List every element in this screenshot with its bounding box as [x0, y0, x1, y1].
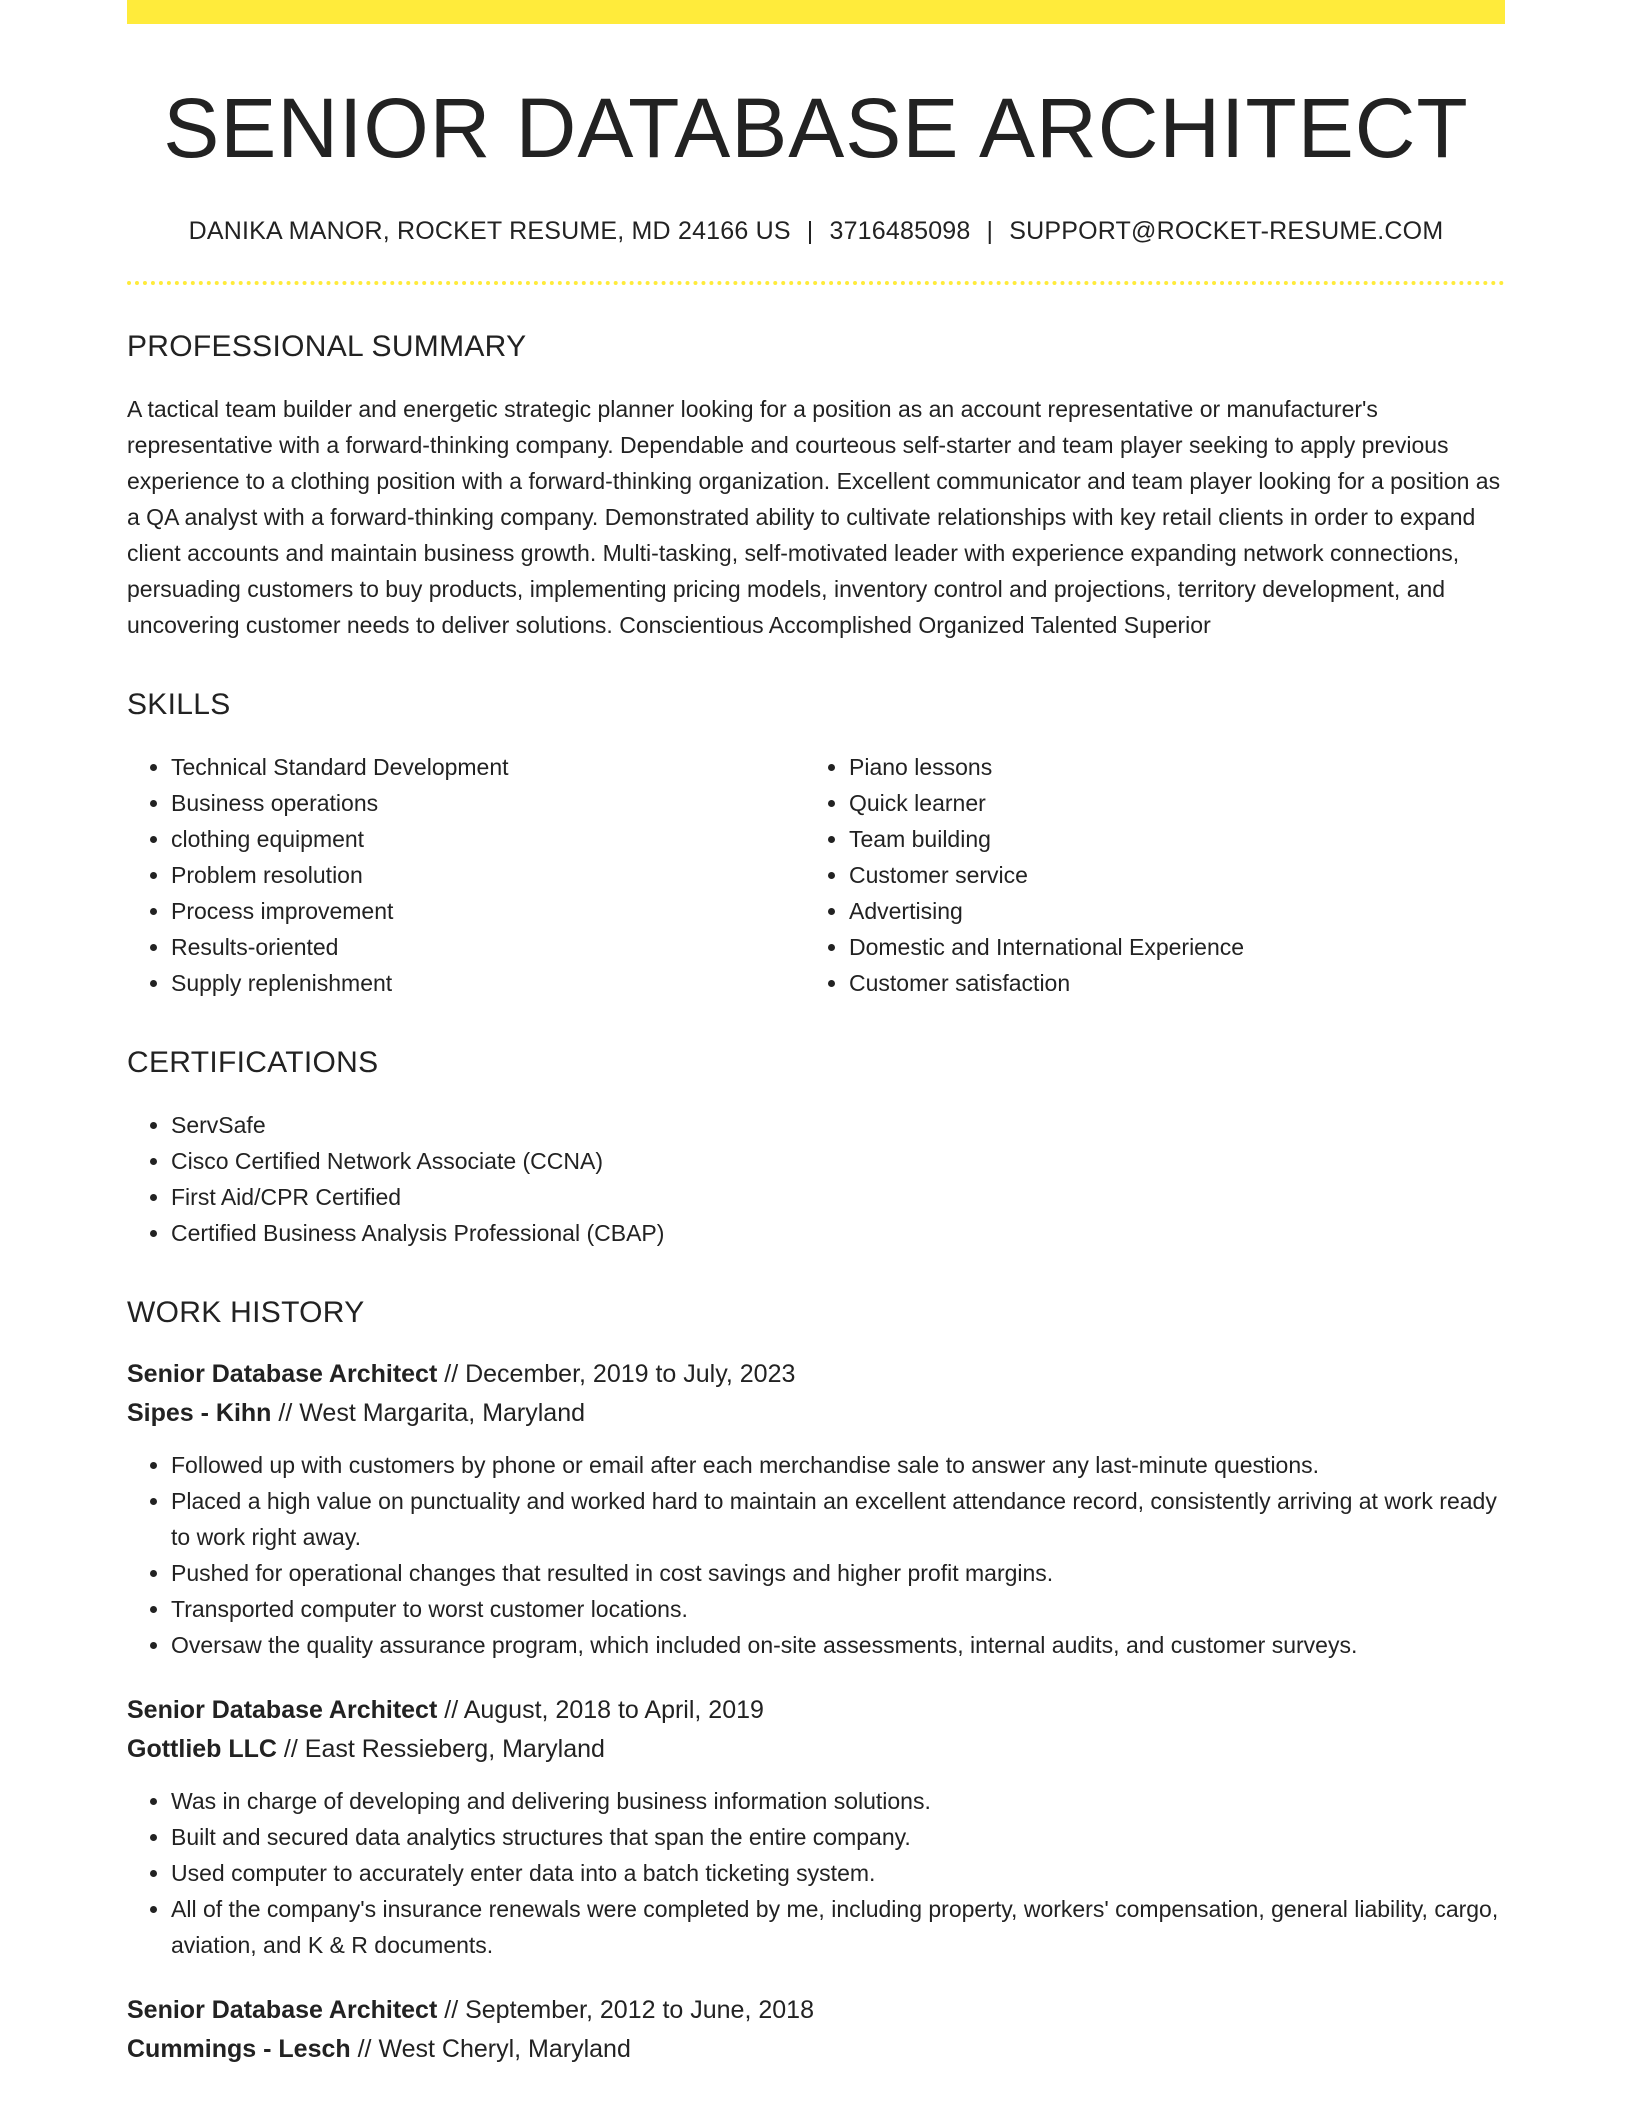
summary-section [127, 329, 1505, 643]
skills-list-left [127, 749, 805, 1001]
certification-item: • Certified Business Analysis Professional (CBAP) [171, 1215, 1505, 1251]
skills-column-left [127, 749, 805, 1001]
certifications-section [127, 1045, 1505, 1251]
job-location: West Cheryl, Maryland [378, 2035, 631, 2064]
job-title: Senior Database Architect [127, 1360, 438, 1389]
job-entry [127, 1691, 1505, 1963]
job-bullet: • Pushed for operational changes that resulted in cost savings and higher profit margins. [171, 1555, 1505, 1591]
work-history-heading: WORK HISTORY [127, 1296, 365, 1330]
dotted-divider [127, 281, 1505, 285]
job-location: East Ressieberg, Maryland [304, 1735, 605, 1764]
job-bullet-list [127, 1783, 1505, 1963]
job-title: Senior Database Architect [127, 1996, 438, 2025]
job-title-line [127, 1355, 1505, 1394]
job-bullet: • Followed up with customers by phone or email after each merchandise sale to answer any last-minute questions. [171, 1447, 1505, 1483]
job-separator: // [276, 1735, 305, 1764]
skill-item: • Business operations [171, 785, 805, 821]
job-dates: August, 2018 to April, 2019 [463, 1696, 764, 1725]
skills-heading: SKILLS [127, 688, 231, 722]
job-entry [127, 1355, 1505, 1663]
resume-page [127, 0, 1505, 2069]
skill-item: • Piano lessons [849, 749, 1483, 785]
job-bullet: • Used computer to accurately enter data into a batch ticketing system. [171, 1855, 1505, 1891]
skills-list-right [805, 749, 1483, 1001]
job-separator: // [271, 1399, 300, 1428]
job-title-line [127, 1991, 1505, 2030]
job-company: Sipes - Kihn [127, 1399, 272, 1428]
contact-phone: 3716485098 [829, 216, 971, 245]
skill-item: • Domestic and International Experience [849, 929, 1483, 965]
skills-grid [127, 749, 1505, 1001]
skill-item: • Process improvement [171, 893, 805, 929]
job-title-line [127, 1691, 1505, 1730]
skill-item: • Customer satisfaction [849, 965, 1483, 1001]
job-separator: // [437, 1696, 464, 1725]
job-separator: // [350, 2035, 379, 2064]
job-dates: December, 2019 to July, 2023 [465, 1360, 796, 1389]
page-title: SENIOR DATABASE ARCHITECT [163, 81, 1469, 175]
job-title: Senior Database Architect [127, 1696, 438, 1725]
summary-text: A tactical team builder and energetic strategic planner looking for a position as an account representative or manufacturer's representative with a forward-thinking company. Dependable and courteous self-starter and team player seeking to apply previous experience to a clothing position with a forward-thinking organization. Excellent communicator and team player looking for a position as a QA analyst with a forward-thinking company. Demonstrated ability to cultivate relationships with key retail clients in order to expand client accounts and maintain business growth. Multi-tasking, self-motivated leader with experience expanding network connections, persuading customers to buy products, implementing pricing models, inventory control and projections, territory development, and uncovering customer needs to deliver solutions. Conscientious Accomplished Organized Talented Superior [127, 396, 1501, 639]
job-company-line [127, 2030, 1505, 2069]
skills-column-right [805, 749, 1483, 1001]
job-company-line [127, 1394, 1505, 1433]
skill-item: • Customer service [849, 857, 1483, 893]
job-separator: // [437, 1360, 466, 1389]
job-bullet: • Placed a high value on punctuality and worked hard to maintain an excellent attendance record, consistently arriving at work ready to work right away. [171, 1483, 1505, 1555]
contact-line [127, 215, 1505, 248]
job-entry [127, 1991, 1505, 2069]
certifications-list [127, 1107, 1505, 1251]
job-company: Cummings - Lesch [127, 2035, 351, 2064]
job-bullet: • Transported computer to worst customer locations. [171, 1591, 1505, 1627]
accent-top-bar [127, 0, 1505, 24]
job-bullet: • All of the company's insurance renewals were completed by me, including property, workers' compensation, general liability, cargo, aviation, and K & R documents. [171, 1891, 1505, 1963]
skill-item: • Quick learner [849, 785, 1483, 821]
job-bullet: • Built and secured data analytics structures that span the entire company. [171, 1819, 1505, 1855]
certification-item: • Cisco Certified Network Associate (CCNA) [171, 1143, 1505, 1179]
contact-separator: | [986, 216, 994, 245]
job-company: Gottlieb LLC [127, 1735, 277, 1764]
job-location: West Margarita, Maryland [299, 1399, 586, 1428]
certification-item: • First Aid/CPR Certified [171, 1179, 1505, 1215]
certification-item: • ServSafe [171, 1107, 1505, 1143]
skill-item: • clothing equipment [171, 821, 805, 857]
skill-item: • Problem resolution [171, 857, 805, 893]
contact-email: SUPPORT@ROCKET-RESUME.COM [1009, 216, 1444, 245]
job-separator: // [437, 1996, 466, 2025]
contact-separator: | [806, 216, 814, 245]
skill-item: • Supply replenishment [171, 965, 805, 1001]
skill-item: • Team building [849, 821, 1483, 857]
job-dates: September, 2012 to June, 2018 [465, 1996, 814, 2025]
certifications-heading: CERTIFICATIONS [127, 1046, 379, 1080]
work-history-section [127, 1295, 1505, 2069]
skill-item: • Advertising [849, 893, 1483, 929]
contact-address: DANIKA MANOR, ROCKET RESUME, MD 24166 US [188, 216, 791, 245]
job-bullet: • Was in charge of developing and delivering business information solutions. [171, 1783, 1505, 1819]
skill-item: • Results-oriented [171, 929, 805, 965]
job-bullet-list [127, 1447, 1505, 1663]
job-company-line [127, 1730, 1505, 1769]
skill-item: • Technical Standard Development [171, 749, 805, 785]
job-bullet: • Oversaw the quality assurance program, which included on-site assessments, internal audits, and customer surveys. [171, 1627, 1505, 1663]
skills-section [127, 687, 1505, 1001]
summary-heading: PROFESSIONAL SUMMARY [127, 330, 527, 364]
